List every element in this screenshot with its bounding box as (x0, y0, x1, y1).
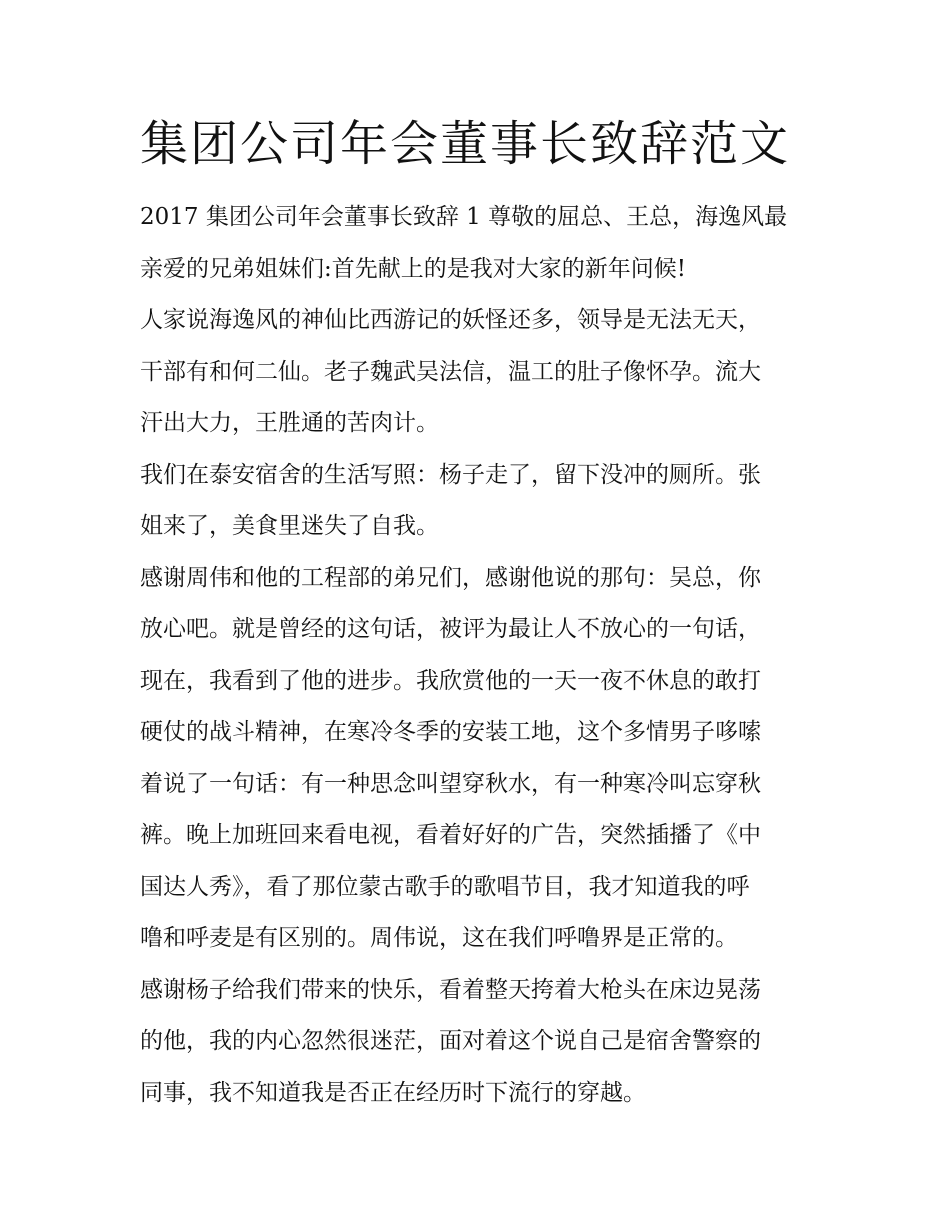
paragraph-line: 噜和呼麦是有区别的。周伟说，这在我们呼噜界是正常的。 (140, 925, 738, 951)
paragraph-line: 亲爱的兄弟姐妹们:首先献上的是我对大家的新年问候! (140, 255, 686, 282)
paragraph-yangzi (140, 965, 812, 1120)
paragraph-line: 着说了一句话：有一种思念叫望穿秋水，有一种寒冷叫忘穿秋 (140, 770, 761, 797)
paragraph-line: 姐来了，美食里迷失了自我。 (140, 513, 439, 539)
paragraph-line: 人家说海逸风的神仙比西游记的妖怪还多，领导是无法无天， (140, 307, 761, 333)
paragraph-dormitory (140, 450, 812, 553)
paragraph-greeting (140, 192, 812, 295)
document-page (140, 108, 812, 1119)
paragraph-line: 的他，我的内心忽然很迷茫，面对着这个说自己是宿舍警察的 (140, 1028, 761, 1054)
paragraph-line: 国达人秀》，看了那位蒙古歌手的歌唱节目，我才知道我的呼 (140, 873, 750, 900)
paragraph-line: 放心吧。就是曾经的这句话，被评为最让人不放心的一句话， (140, 616, 761, 642)
document-title: 集团公司年会董事长致辞范文 (140, 116, 791, 172)
paragraph-zhouwei (140, 553, 812, 965)
paragraph-line: 感谢周伟和他的工程部的弟兄们，感谢他说的那句：吴总，你 (140, 564, 761, 591)
paragraph-line: 裤。晚上加班回来看电视，看着好好的广告，突然插播了《中 (140, 822, 761, 848)
paragraph-line: 硬仗的战斗精神，在寒冷冬季的安装工地，这个多情男子哆嗦 (140, 719, 761, 745)
paragraph-gods (140, 295, 812, 450)
paragraph-line: 干部有和何二仙。老子魏武吴法信，温工的肚子像怀孕。流大 (140, 358, 761, 385)
paragraph-line: 现在，我看到了他的进步。我欣赏他的一天一夜不休息的敢打 (140, 667, 761, 694)
paragraph-line: 2017 集团公司年会董事长致辞 1 尊敬的屈总、王总，海逸风最 (140, 204, 788, 230)
paragraph-line: 我们在泰安宿舍的生活写照：杨子走了，留下没冲的厕所。张 (140, 461, 761, 488)
paragraph-line: 感谢杨子给我们带来的快乐，看着整天挎着大枪头在床边晃荡 (140, 976, 761, 1003)
paragraph-line: 同事，我不知道我是否正在经历时下流行的穿越。 (140, 1079, 646, 1106)
paragraph-line: 汗出大力，王胜通的苦肉计。 (140, 410, 439, 436)
